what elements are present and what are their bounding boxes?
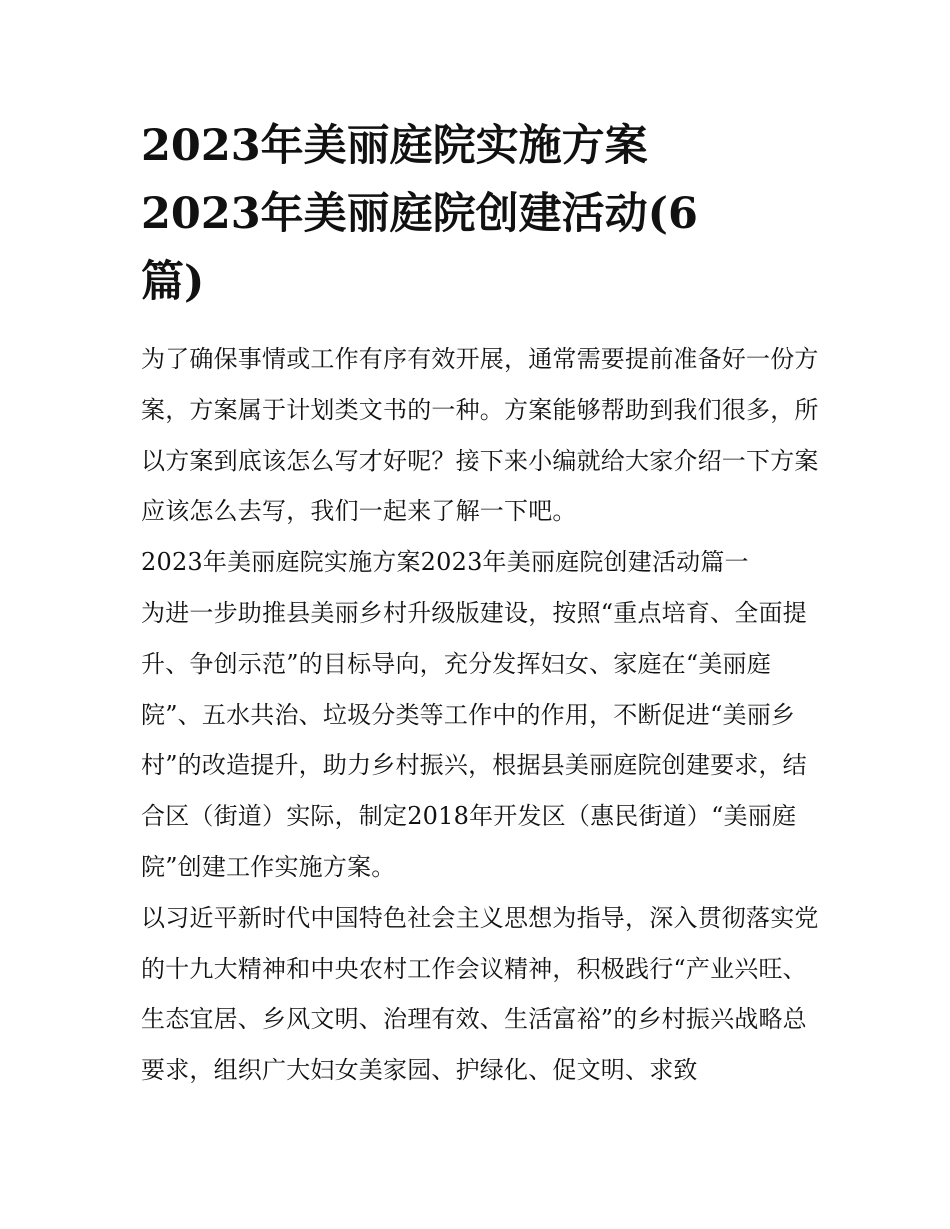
title-line-1: 2023年美丽庭院实施方案 (141, 121, 648, 171)
paragraph-2: 以习近平新时代中国特色社会主义思想为指导，深入贯彻落实党的十九大精神和中央农村工作会议精神，积极践行“产业兴旺、生态宜居、乡风文明、治理有效、生活富裕”的乡村振兴战略总要求，组织广大妇女美家园、护绿化、促文明、求致 (141, 903, 819, 1085)
title-line-3: 篇) (141, 257, 205, 307)
section-heading: 2023年美丽庭院实施方案2023年美丽庭院创建活动篇一 (141, 548, 749, 577)
document-page (141, 112, 821, 1096)
intro-paragraph: 为了确保事情或工作有序有效开展，通常需要提前准备好一份方案，方案属于计划类文书的一种。方案能够帮助到我们很多，所以方案到底该怎么写才好呢？接下来小编就给大家介绍一下方案应该怎么去写，我们一起来了解一下吧。 (141, 345, 819, 526)
paragraph-1: 为进一步助推县美丽乡村升级版建设，按照“重点培育、全面提升、争创示范”的目标导向，充分发挥妇女、家庭在“美丽庭院”、五水共治、垃圾分类等工作中的作用，不断促进“美丽乡村”的改造提升，助力乡村振兴，根据县美丽庭院创建要求，结合区（街道）实际，制定2018年开发区（惠民街道）“美丽庭院”创建工作实施方案。 (141, 598, 807, 881)
document-body (141, 334, 821, 1096)
document-title (141, 112, 821, 316)
title-line-2: 2023年美丽庭院创建活动(6 (141, 189, 698, 239)
